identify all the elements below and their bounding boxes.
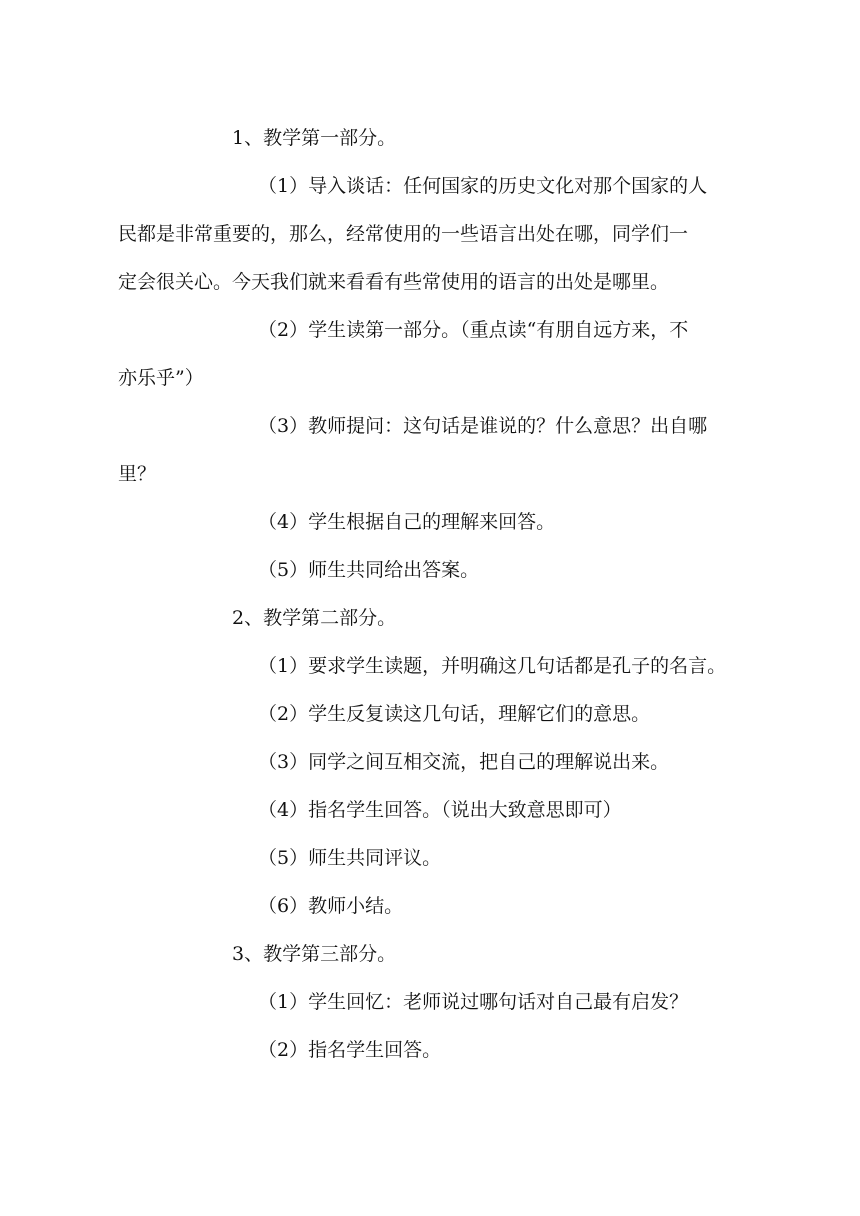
list-item: （6）教师小结。: [258, 895, 404, 917]
paragraph-line: 亦乐乎”）: [118, 367, 204, 389]
paragraph-line: 民都是非常重要的，那么，经常使用的一些语言出处在哪，同学们一: [118, 223, 689, 245]
list-item: （1）学生回忆：老师说过哪句话对自己最有启发？: [258, 991, 689, 1013]
section-heading-3: 3、教学第三部分。: [232, 943, 397, 965]
list-item: （5）师生共同评议。: [258, 847, 442, 869]
paragraph-line: （1）导入谈话：任何国家的历史文化对那个国家的人: [258, 175, 708, 197]
list-item: （4）学生根据自己的理解来回答。: [258, 511, 556, 533]
paragraph-line: （3）教师提问：这句话是谁说的？什么意思？出自哪: [258, 415, 708, 437]
section-heading-2: 2、教学第二部分。: [232, 607, 397, 629]
list-item: （4）指名学生回答。（说出大致意思即可）: [258, 799, 622, 821]
list-item: （5）师生共同给出答案。: [258, 559, 480, 581]
paragraph-line: （2）学生读第一部分。（重点读“有朋自远方来，不: [258, 319, 689, 341]
paragraph-line: 定会很关心。今天我们就来看看有些常使用的语言的出处是哪里。: [118, 271, 670, 293]
list-item: （3）同学之间互相交流，把自己的理解说出来。: [258, 751, 670, 773]
list-item: （2）学生反复读这几句话，理解它们的意思。: [258, 703, 651, 725]
list-item: （2）指名学生回答。: [258, 1039, 442, 1061]
paragraph-line: 里？: [118, 463, 157, 485]
section-heading-1: 1、教学第一部分。: [232, 127, 397, 149]
list-item: （1）要求学生读题，并明确这几句话都是孔子的名言。: [258, 655, 727, 677]
